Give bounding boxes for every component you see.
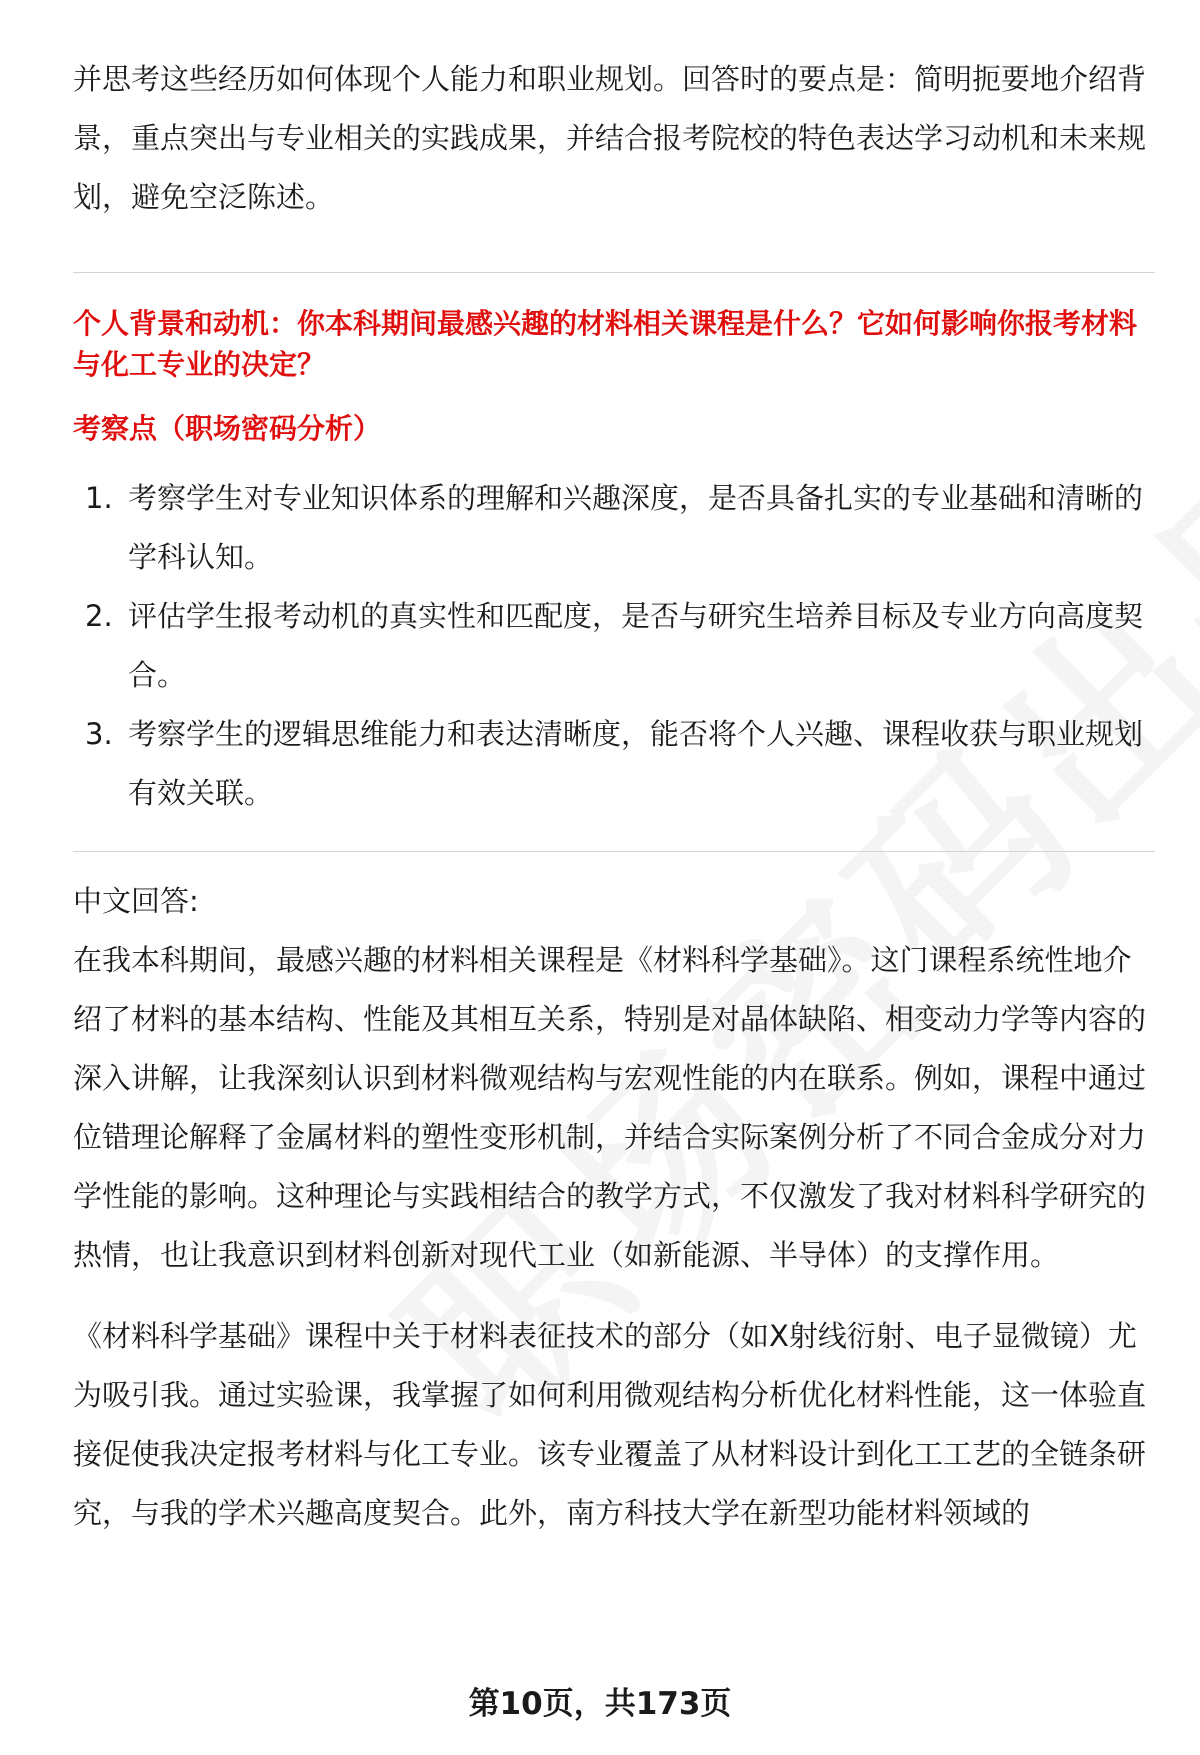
list-item-text: 考察学生对专业知识体系的理解和兴趣深度，是否具备扎实的专业基础和清晰的学科认知。 — [128, 481, 1144, 574]
divider-top — [73, 272, 1155, 273]
list-item — [73, 469, 1155, 587]
answer-paragraph-1: 在我本科期间，最感兴趣的材料相关课程是《材料科学基础》。这门课程系统性地介绍了材料的基本结构、性能及其相互关系，特别是对晶体缺陷、相变动力学等内容的深入讲解，让我深刻认识到材料微观结构与宏观性能的内在联系。例如，课程中通过位错理论解释了金属材料的塑性变形机制，并结合实际案例分析了不同合金成分对力学性能的影响。这种理论与实践相结合的教学方式，不仅激发了我对材料科学研究的热情，也让我意识到材料创新对现代工业（如新能源、半导体）的支撑作用。 — [73, 943, 1147, 1272]
divider-middle — [73, 851, 1155, 852]
document-page — [73, 50, 1155, 1543]
question-title: 个人背景和动机：你本科期间最感兴趣的材料相关课程是什么？它如何影响你报考材料与化工专业的决定？ — [73, 307, 1138, 381]
intro-paragraph: 并思考这些经历如何体现个人能力和职业规划。回答时的要点是：简明扼要地介绍背景，重点突出与专业相关的实践成果，并结合报考院校的特色表达学习动机和未来规划，避免空泛陈述。 — [73, 62, 1147, 214]
list-item-number: 1. — [85, 481, 113, 515]
list-item — [73, 705, 1155, 823]
list-item — [73, 587, 1155, 705]
assessment-points — [73, 469, 1155, 823]
list-item-text: 考察学生的逻辑思维能力和表达清晰度，能否将个人兴趣、课程收获与职业规划有效关联。 — [128, 717, 1144, 810]
list-item-text: 评估学生报考动机的真实性和匹配度，是否与研究生培养目标及专业方向高度契合。 — [128, 599, 1144, 692]
assessment-heading: 考察点（职场密码分析） — [73, 412, 382, 445]
page-number-footer: 第10页，共173页 — [468, 1686, 732, 1722]
list-item-number: 2. — [85, 599, 113, 633]
list-item-number: 3. — [85, 717, 113, 751]
answer-heading: 中文回答: — [73, 884, 199, 918]
answer-paragraph-2: 《材料科学基础》课程中关于材料表征技术的部分（如X射线衍射、电子显微镜）尤为吸引我。通过实验课，我掌握了如何利用微观结构分析优化材料性能，这一体验直接促使我决定报考材料与化工专业。该专业覆盖了从材料设计到化工工艺的全链条研究，与我的学术兴趣高度契合。此外，南方科技大学在新型功能材料领域的 — [73, 1319, 1147, 1530]
